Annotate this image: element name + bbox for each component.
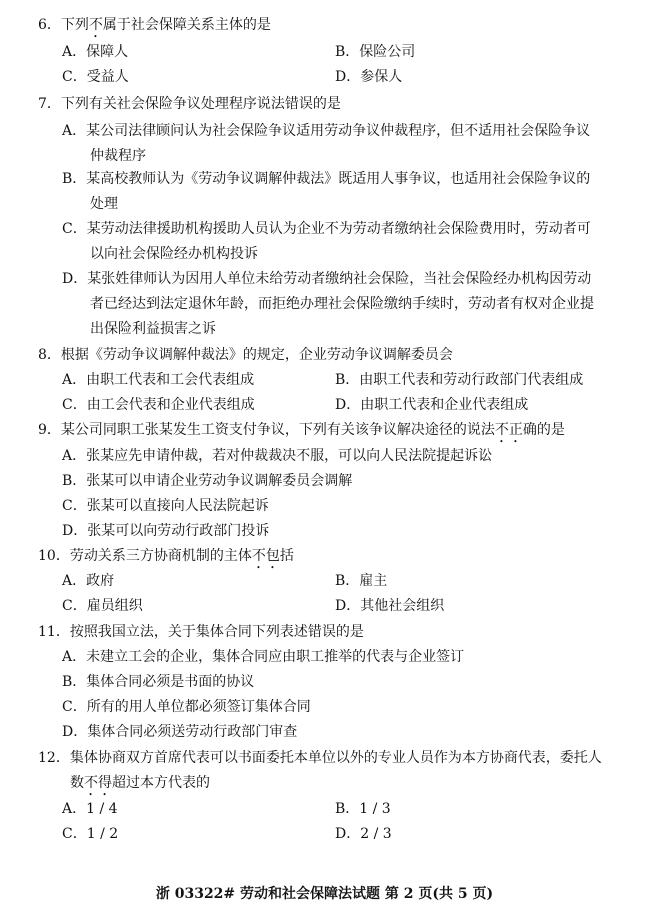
question-8-stem: 8．根据《劳动争议调解仲裁法》的规定，企业劳动争议调解委员会 (38, 347, 453, 363)
question-10-stem: 10．劳动关系三方协商机制的主体不包括 (38, 548, 294, 564)
q7-option-b-cont: 处理 (90, 196, 118, 212)
q12-option-a: A．1 / 4 (62, 801, 118, 817)
q7-option-a: A．某公司法律顾问认为社会保险争议适用劳动争议仲裁程序，但不适用社会保险争议 (62, 123, 591, 139)
q7-option-d: D．某张姓律师认为因用人单位未给劳动者缴纳社会保险，当社会保险经办机构因劳动 (62, 271, 592, 287)
q10-option-d: D．其他社会组织 (335, 598, 445, 614)
question-7-stem: 7．下列有关社会保险争议处理程序说法错误的是 (38, 96, 341, 112)
q7-option-a-cont: 仲裁程序 (90, 148, 146, 164)
q6-option-d: D．参保人 (335, 69, 403, 85)
q12-option-b: B．1 / 3 (335, 801, 391, 817)
question-6-stem: 6．下列不属于社会保障关系主体的是 (38, 17, 271, 33)
q12-option-d: D．2 / 3 (335, 826, 392, 842)
q11-option-c: C．所有的用人单位都必须签订集体合同 (62, 699, 311, 715)
q11-option-a: A．未建立工会的企业，集体合同应由职工推举的代表与企业签订 (62, 649, 465, 665)
question-11-stem: 11．按照我国立法，关于集体合同下列表述错误的是 (38, 624, 364, 640)
q9-option-a: A．张某应先申请仲裁，若对仲裁裁决不服，可以向人民法院提起诉讼 (62, 448, 493, 464)
question-12-stem-cont: 数不得超过本方代表的 (70, 775, 210, 791)
q11-option-d: D．集体合同必须送劳动行政部门审查 (62, 724, 298, 740)
q10-option-b: B．雇主 (335, 573, 388, 589)
q8-option-c: C．由工会代表和企业代表组成 (62, 397, 255, 413)
q9-option-d: D．张某可以向劳动行政部门投诉 (62, 523, 270, 539)
q9-option-c: C．张某可以直接向人民法院起诉 (62, 498, 269, 514)
q8-option-b: B．由职工代表和劳动行政部门代表组成 (335, 372, 584, 388)
q10-option-a: A．政府 (62, 573, 115, 589)
q8-option-d: D．由职工代表和企业代表组成 (335, 397, 529, 413)
question-12-stem: 12．集体协商双方首席代表可以书面委托本单位以外的专业人员作为本方协商代表，委托人 (38, 750, 602, 766)
q6-option-c: C．受益人 (62, 69, 129, 85)
q10-option-c: C．雇员组织 (62, 598, 143, 614)
q8-option-a: A．由职工代表和工会代表组成 (62, 372, 255, 388)
q6-option-a: A．保障人 (62, 44, 129, 60)
q7-option-b: B．某高校教师认为《劳动争议调解仲裁法》既适用人事争议，也适用社会保险争议的 (62, 171, 591, 187)
q7-option-d-cont2: 出保险利益损害之诉 (90, 321, 216, 337)
page-footer: 浙 03322# 劳动和社会保障法试题 第 2 页(共 5 页) (155, 886, 494, 902)
q7-option-c: C．某劳动法律援助机构援助人员认为企业不为劳动者缴纳社会保险费用时，劳动者可 (62, 221, 591, 237)
q11-option-b: B．集体合同必须是书面的协议 (62, 674, 255, 690)
q6-option-b: B．保险公司 (335, 44, 416, 60)
q12-option-c: C．1 / 2 (62, 826, 119, 842)
question-9-stem: 9．某公司同职工张某发生工资支付争议，下列有关该争议解决途径的说法不正确的是 (38, 422, 565, 438)
q7-option-d-cont1: 者已经达到法定退休年龄，而拒绝办理社会保险缴纳手续时，劳动者有权对企业提 (90, 296, 594, 312)
q9-option-b: B．张某可以申请企业劳动争议调解委员会调解 (62, 473, 353, 489)
q7-option-c-cont: 以向社会保险经办机构投诉 (90, 246, 258, 262)
